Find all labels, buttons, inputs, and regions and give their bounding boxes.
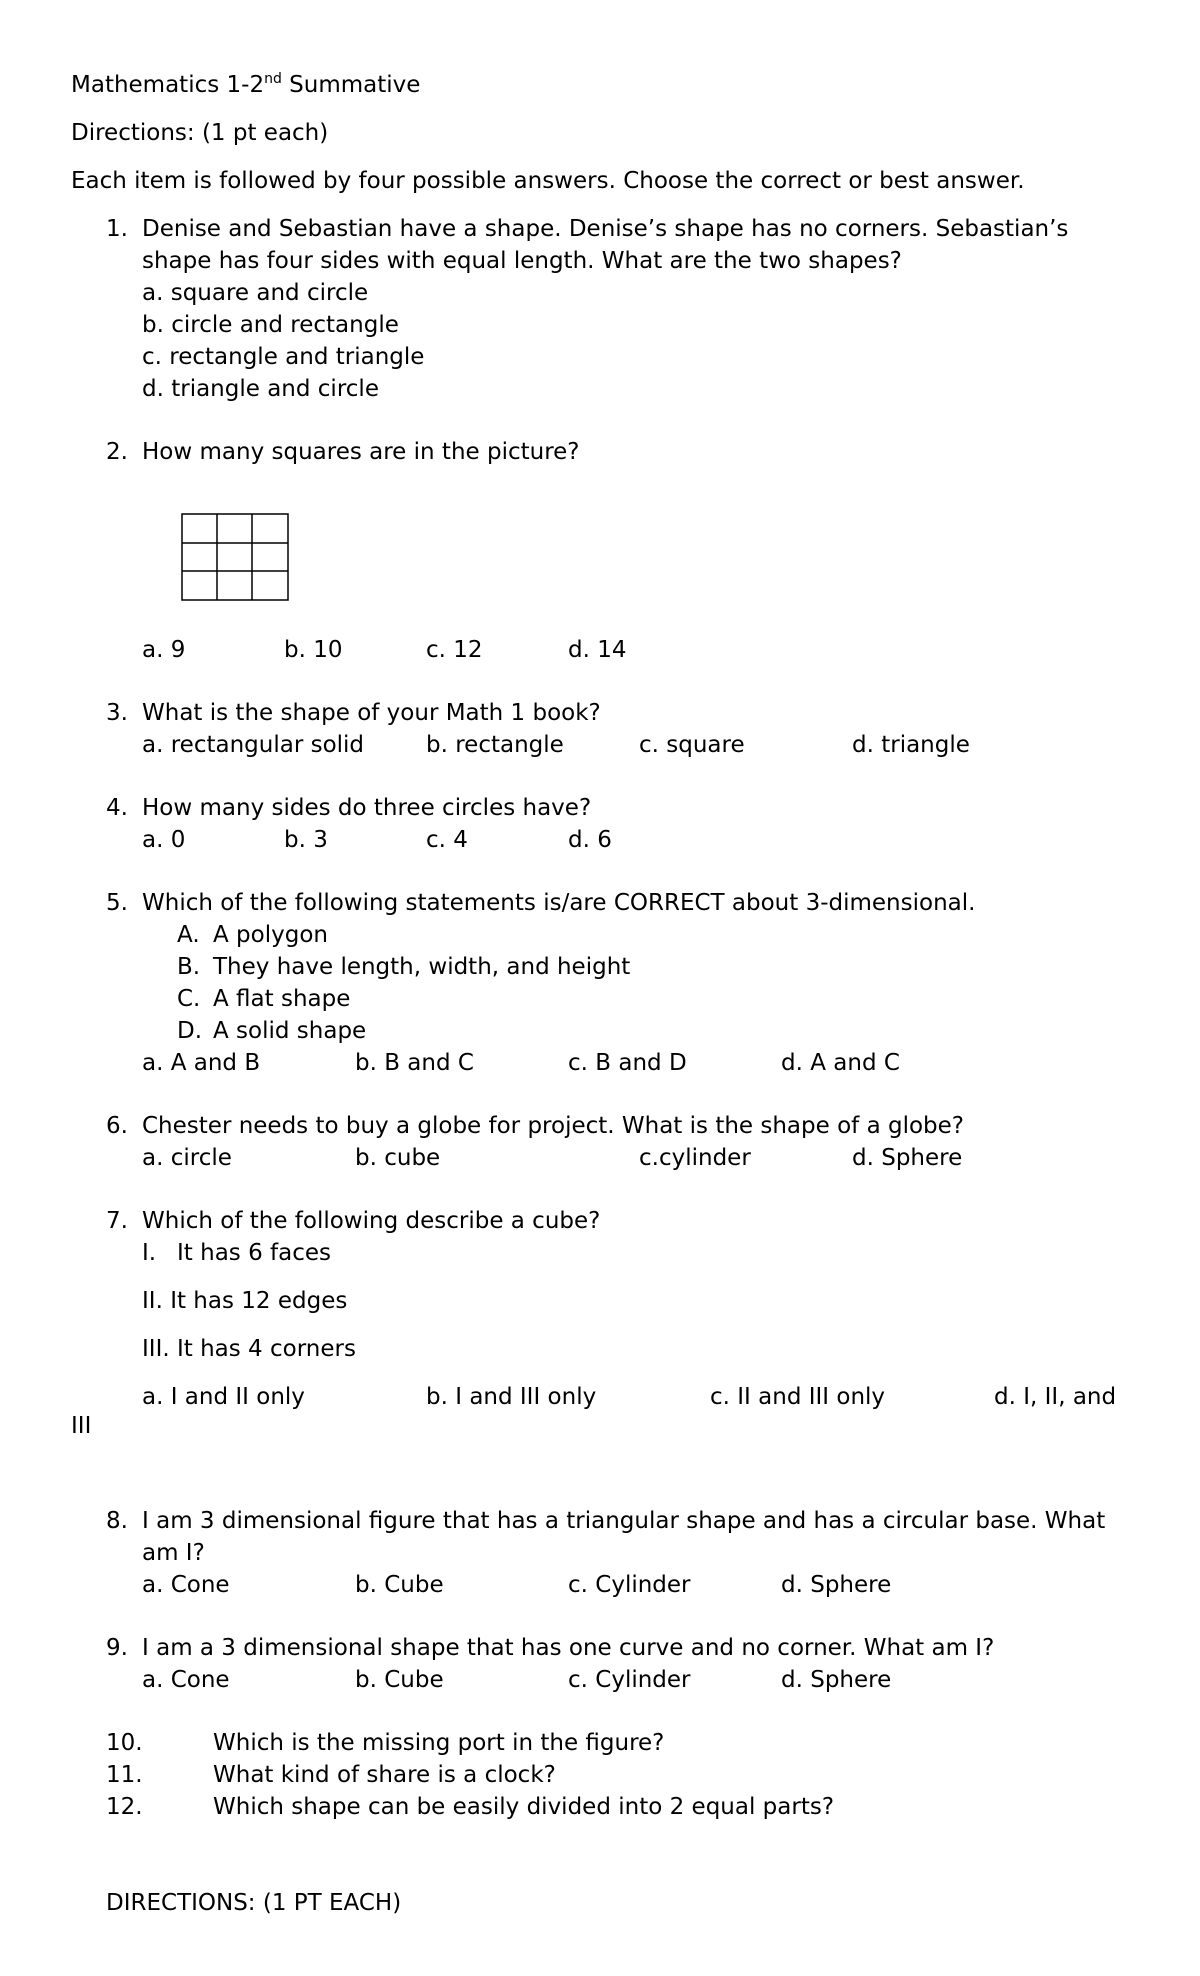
answer-choice: b. rectangle xyxy=(426,732,564,758)
question-text: Chester needs to buy a globe for project. What is the shape of a globe? xyxy=(142,1113,964,1139)
section-directions: DIRECTIONS: (1 PT EACH) xyxy=(106,1890,402,1916)
statement-text: It has 6 faces xyxy=(177,1240,331,1266)
answer-choice: a. 0 xyxy=(142,827,186,853)
answer-choice: c. Cylinder xyxy=(568,1667,691,1693)
answer-choice: d. I, II, and xyxy=(994,1384,1117,1410)
instructions-text: Each item is followed by four possible answers. Choose the correct or best answer. xyxy=(71,168,1025,194)
answer-choice: d. triangle and circle xyxy=(142,376,379,402)
answer-choice: d. Sphere xyxy=(781,1667,892,1693)
question-number: 5. xyxy=(106,890,128,916)
question-text: How many sides do three circles have? xyxy=(142,795,592,821)
title-superscript: nd xyxy=(264,71,282,87)
answer-choice: c. B and D xyxy=(568,1050,687,1076)
question-text-continued: shape has four sides with equal length. What are the two shapes? xyxy=(142,248,902,274)
statement-text: They have length, width, and height xyxy=(213,954,631,980)
answer-choice: b. 3 xyxy=(284,827,328,853)
statement-label: B. xyxy=(177,954,201,980)
question-number: 10. xyxy=(106,1730,143,1756)
answer-choice-wrap: III xyxy=(71,1413,92,1439)
page-title xyxy=(71,72,420,98)
statement-text: II. It has 12 edges xyxy=(142,1288,348,1314)
question-text: I am 3 dimensional figure that has a triangular shape and has a circular base. What xyxy=(142,1508,1106,1534)
question-text: I am a 3 dimensional shape that has one curve and no corner. What am I? xyxy=(142,1635,995,1661)
grid-outline xyxy=(182,514,288,600)
statement-text: A polygon xyxy=(213,922,328,948)
question-text: What kind of share is a clock? xyxy=(213,1762,556,1788)
question-text: Which of the following describe a cube? xyxy=(142,1208,601,1234)
statement-label: A. xyxy=(177,922,200,948)
question-text: How many squares are in the picture? xyxy=(142,439,580,465)
question-number: 4. xyxy=(106,795,128,821)
answer-choice: c.cylinder xyxy=(639,1145,751,1171)
answer-choice: b. I and III only xyxy=(426,1384,597,1410)
answer-choice: d. A and C xyxy=(781,1050,900,1076)
question-text: Which shape can be easily divided into 2 equal parts? xyxy=(213,1794,835,1820)
question-number: 3. xyxy=(106,700,128,726)
question-text-continued: am I? xyxy=(142,1540,205,1566)
answer-choice: a. Cone xyxy=(142,1572,230,1598)
question-number: 2. xyxy=(106,439,128,465)
answer-choice: b. Cube xyxy=(355,1667,444,1693)
answer-choice: b. 10 xyxy=(284,637,343,663)
statement-text: A flat shape xyxy=(213,986,351,1012)
answer-choice: a. I and II only xyxy=(142,1384,305,1410)
statement-label: I. xyxy=(142,1240,157,1266)
question-number: 1. xyxy=(106,216,128,242)
question-number: 12. xyxy=(106,1794,143,1820)
answer-choice: a. circle xyxy=(142,1145,232,1171)
answer-choice: c. II and III only xyxy=(710,1384,886,1410)
title-text: Mathematics 1-2 xyxy=(71,72,265,98)
answer-choice: d. Sphere xyxy=(852,1145,963,1171)
title-suffix: Summative xyxy=(281,72,421,98)
question-text: Which of the following statements is/are CORRECT about 3-dimensional. xyxy=(142,890,976,916)
question-number: 8. xyxy=(106,1508,128,1534)
answer-choice: c. Cylinder xyxy=(568,1572,691,1598)
statement-label: D. xyxy=(177,1018,203,1044)
square-grid-figure xyxy=(181,513,289,601)
statement-label: C. xyxy=(177,986,201,1012)
answer-choice: c. square xyxy=(639,732,745,758)
directions-label: Directions: (1 pt each) xyxy=(71,120,329,146)
statement-text: III. It has 4 corners xyxy=(142,1336,356,1362)
statement-text: A solid shape xyxy=(213,1018,367,1044)
answer-choice: b. circle and rectangle xyxy=(142,312,399,338)
question-number: 6. xyxy=(106,1113,128,1139)
question-text: What is the shape of your Math 1 book? xyxy=(142,700,601,726)
question-number: 11. xyxy=(106,1762,143,1788)
question-text: Which is the missing port in the figure? xyxy=(213,1730,665,1756)
answer-choice: b. cube xyxy=(355,1145,441,1171)
answer-choice: a. Cone xyxy=(142,1667,230,1693)
answer-choice: c. 12 xyxy=(426,637,483,663)
answer-choice: a. rectangular solid xyxy=(142,732,365,758)
answer-choice: c. 4 xyxy=(426,827,468,853)
answer-choice: d. 14 xyxy=(568,637,627,663)
answer-choice: d. 6 xyxy=(568,827,612,853)
answer-choice: a. A and B xyxy=(142,1050,261,1076)
answer-choice: c. rectangle and triangle xyxy=(142,344,425,370)
question-number: 7. xyxy=(106,1208,128,1234)
answer-choice: d. triangle xyxy=(852,732,970,758)
answer-choice: a. 9 xyxy=(142,637,186,663)
answer-choice: d. Sphere xyxy=(781,1572,892,1598)
answer-choice: a. square and circle xyxy=(142,280,369,306)
question-text: Denise and Sebastian have a shape. Denise’s shape has no corners. Sebastian’s xyxy=(142,216,1069,242)
answer-choice: b. Cube xyxy=(355,1572,444,1598)
question-number: 9. xyxy=(106,1635,128,1661)
answer-choice: b. B and C xyxy=(355,1050,474,1076)
